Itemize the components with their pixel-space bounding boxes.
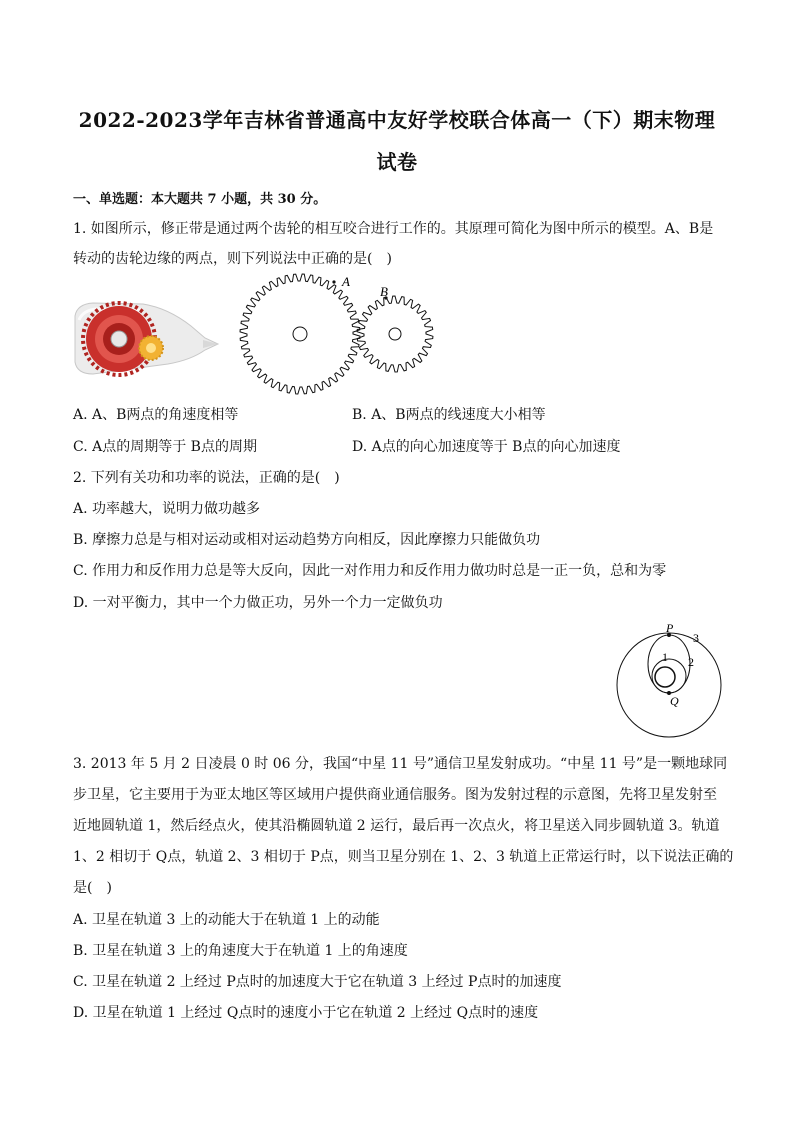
q3-option-d: D. 卫星在轨道 1 上经过 Q点时的速度小于它在轨道 2 上经过 Q点时的速度 (73, 1005, 539, 1021)
point-q-label: Q (670, 694, 679, 708)
gear-model-figure (230, 270, 450, 400)
q1-stem-line2: 转动的齿轮边缘的两点，则下列说法中正确的是( ) (73, 251, 392, 267)
q3-stem-line1: 3. 2013 年 5 月 2 日凌晨 0 时 06 分，我国“中星 11 号”通信卫星发射成功。“中星 11 号”是一颗地球同 (73, 756, 728, 772)
point-b-label: B (380, 284, 388, 299)
point-a-dot (332, 280, 335, 283)
q3-stem-line5: 是( ) (73, 880, 112, 896)
q2-stem: 2. 下列有关功和功率的说法，正确的是( ) (73, 470, 340, 486)
orbit-figure (610, 622, 730, 746)
exam-title-line1: 2022-2023学年吉林省普通高中友好学校联合体高一（下）期末物理 (78, 108, 716, 132)
large-gear (240, 274, 360, 394)
q1-stem-line1: 1. 如图所示，修正带是通过两个齿轮的相互咬合进行工作的。其原理可简化为图中所示的模型。A、B是 (73, 221, 714, 237)
gears-group (240, 274, 433, 394)
q3-stem-line4: 1、2 相切于 Q点，轨道 2、3 相切于 P点，则当卫星分别在 1、2、3 轨道上正常运行时，以下说法正确的 (73, 849, 734, 865)
large-gear-axle (293, 327, 307, 341)
q3-option-a: A. 卫星在轨道 3 上的动能大于在轨道 1 上的动能 (73, 912, 380, 928)
q2-option-b: B. 摩擦力总是与相对运动或相对运动趋势方向相反，因此摩擦力只能做负功 (73, 532, 541, 548)
q2-option-d: D. 一对平衡力，其中一个力做正功，另外一个力一定做负功 (73, 595, 443, 611)
point-p-label: P (666, 621, 674, 635)
q2-option-a: A. 功率越大，说明力做功越多 (73, 501, 261, 517)
orbit-2-label: 2 (688, 655, 694, 669)
small-gear-axle (389, 328, 401, 340)
q2-option-c: C. 作用力和反作用力总是等大反向，因此一对作用力和反作用力做功时总是一正一负，总和为零 (73, 563, 667, 579)
q3-option-b: B. 卫星在轨道 3 上的角速度大于在轨道 1 上的角速度 (73, 943, 408, 959)
orbit-1-label: 1 (662, 650, 668, 664)
q1-option-d: D. A点的向心加速度等于 B点的向心加速度 (352, 439, 621, 455)
correction-tape-photo (73, 298, 219, 380)
q1-option-c: C. A点的周期等于 B点的周期 (73, 439, 257, 455)
q3-stem-line2: 步卫星，它主要用于为亚太地区等区域用户提供商业通信服务。图为发射过程的示意图，先将卫星发射至 (73, 787, 717, 803)
small-gear (357, 296, 433, 372)
section-heading: 一、单选题：本大题共 7 小题，共 30 分。 (73, 192, 327, 207)
q1-option-b: B. A、B两点的线速度大小相等 (352, 407, 546, 423)
q3-stem-line3: 近地圆轨道 1，然后经点火，使其沿椭圆轨道 2 运行，最后再一次点火，将卫星送入同步圆轨道 3。轨道 (73, 818, 720, 834)
point-a-label: A (342, 274, 350, 289)
exam-title-line2: 试卷 (376, 150, 418, 174)
q1-option-a: A. A、B两点的角速度相等 (73, 407, 239, 423)
q3-option-c: C. 卫星在轨道 2 上经过 P点时的加速度大于它在轨道 3 上经过 P点时的加速度 (73, 974, 562, 990)
orbit-3-label: 3 (693, 631, 699, 645)
